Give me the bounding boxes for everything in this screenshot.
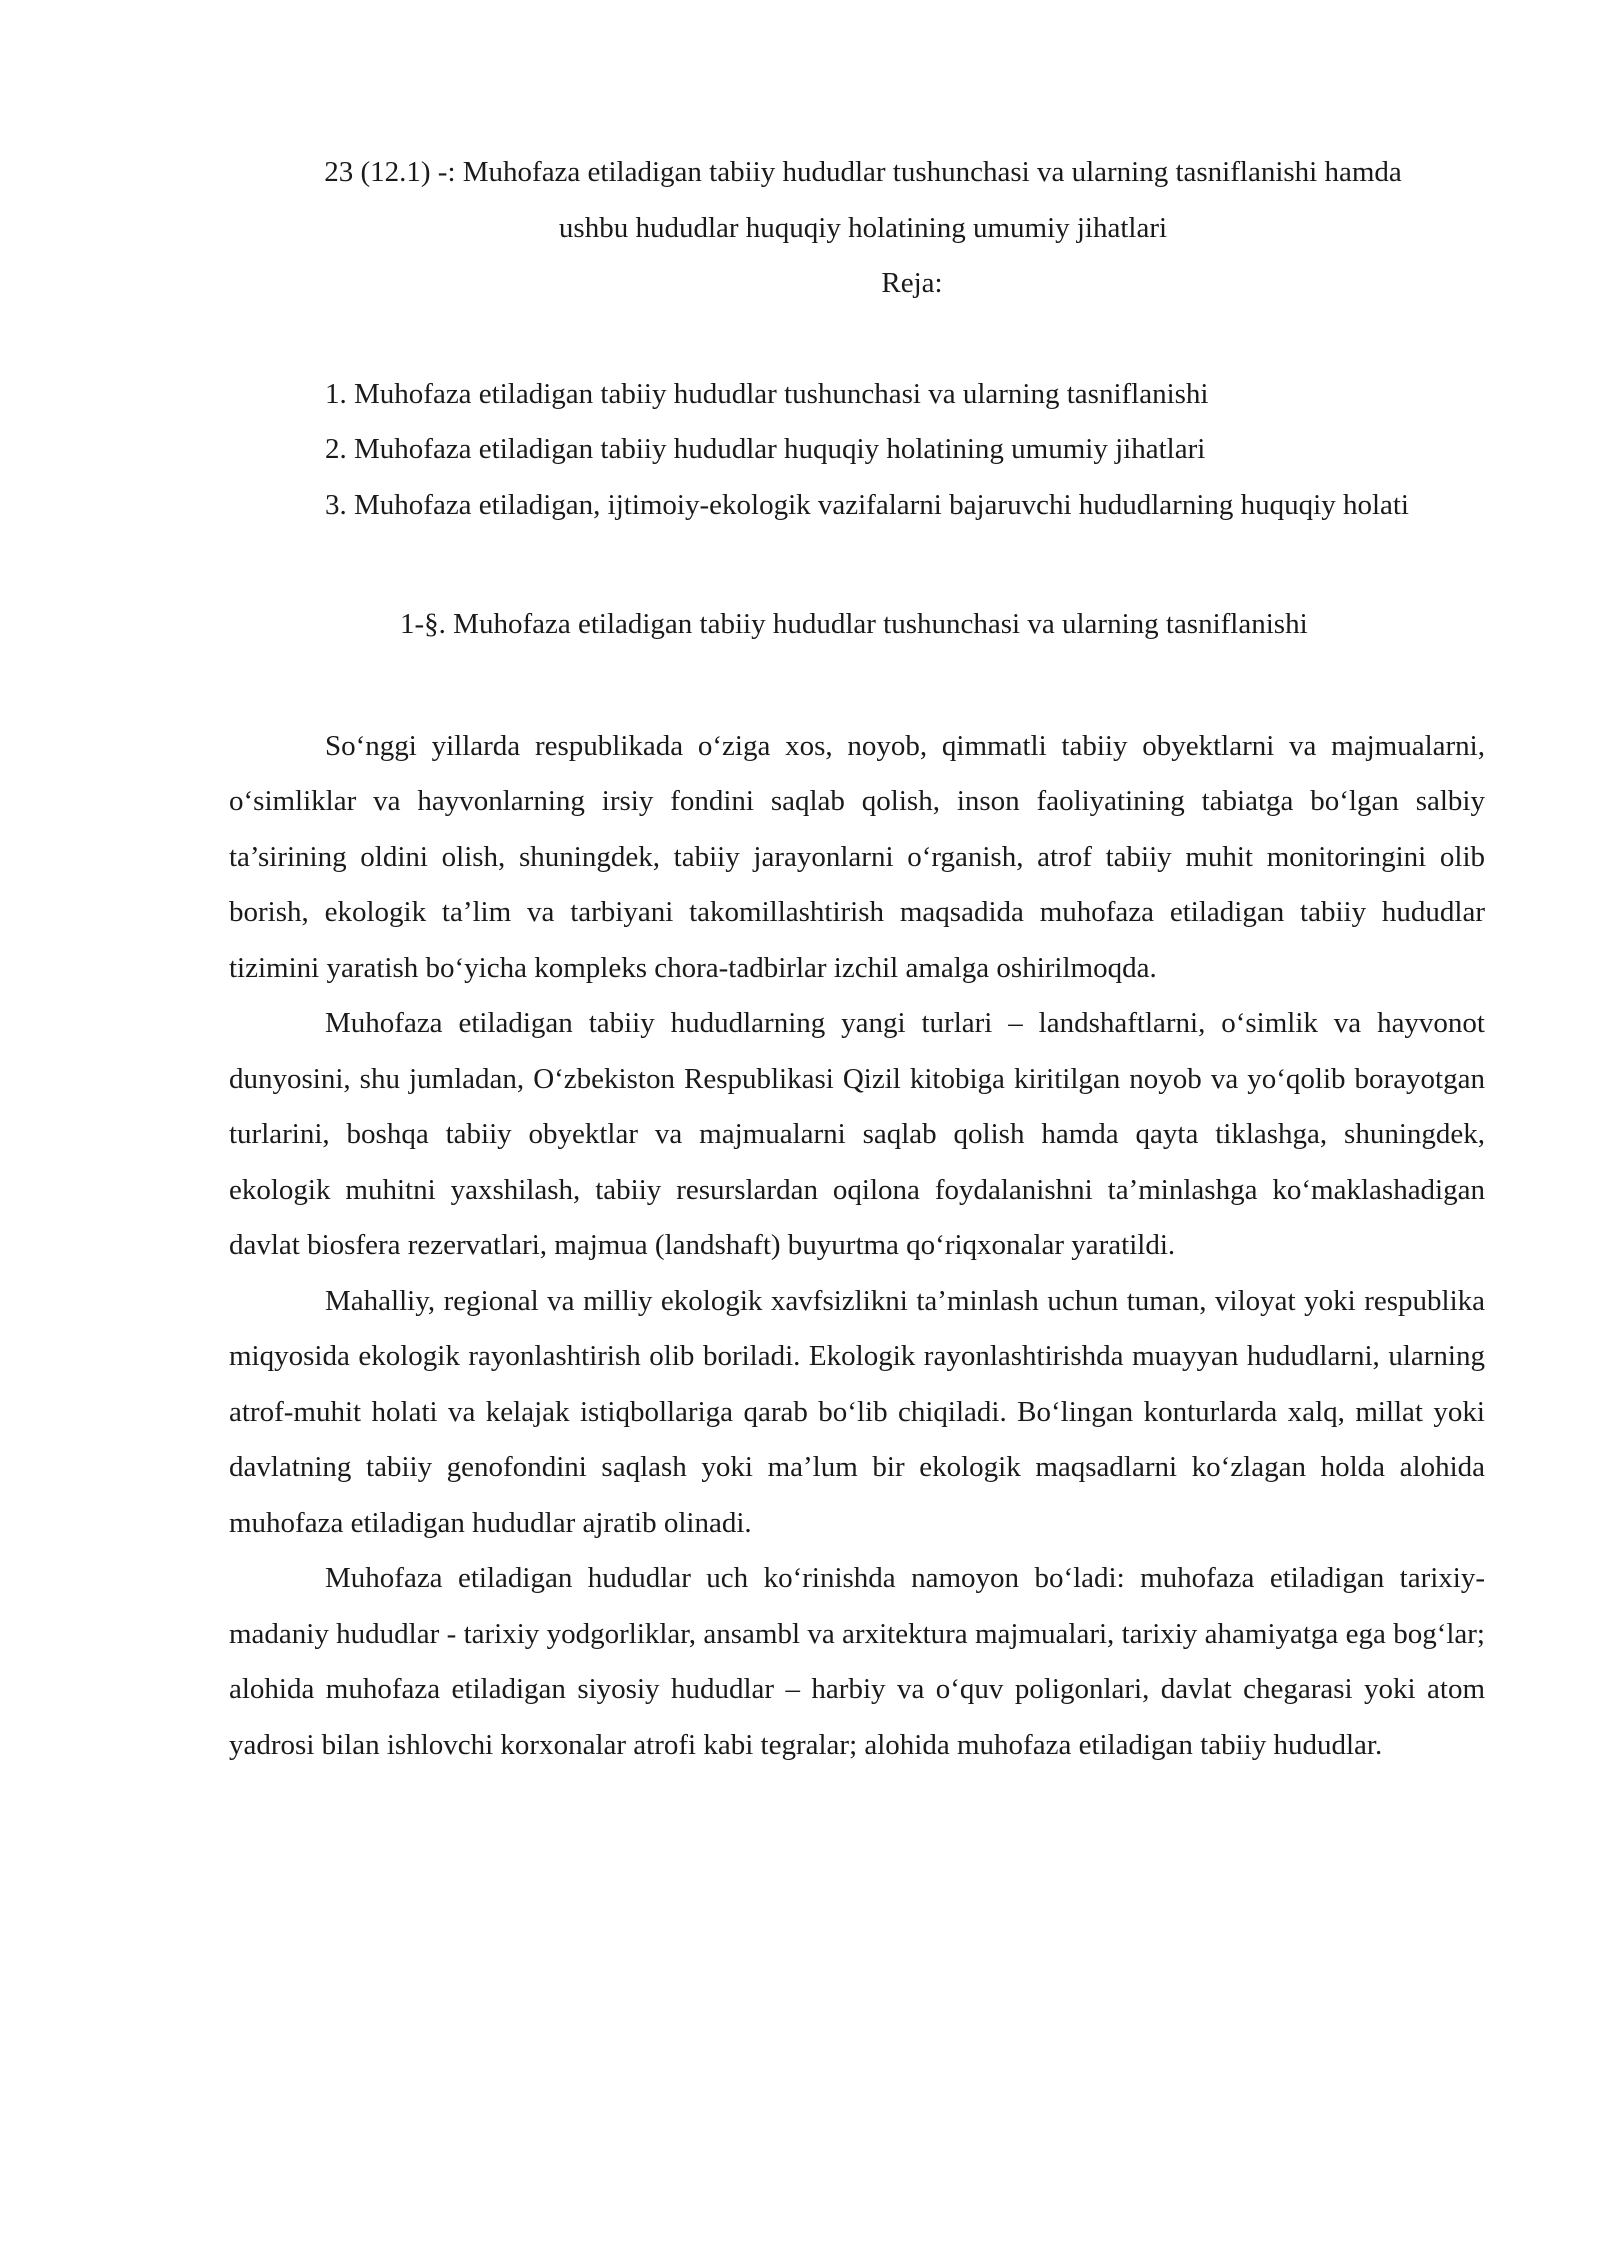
plan-item: 3. Muhofaza etiladigan, ijtimoiy-ekologik vazifalarni bajaruvchi hududlarning huquqiy holati: [325, 488, 1409, 521]
document-content: [229, 145, 1485, 1773]
body-paragraph: Mahalliy, regional va milliy ekologik xavfsizlikni ta’minlash uchun tuman, viloyat yoki respublika miqyosida ekologik rayonlashtirish olib boriladi. Ekologik rayonlashtirishda muayyan hududlarni, ularning atrof-muhit holati va kelajak istiqbollariga qarab bo‘lib chiqiladi. Bo‘lingan konturlarda xalq, millat yoki davlatning tabiiy genofondini saqlash yoki ma’lum bir ekologik maqsadlarni ko‘zlagan holda alohida muhofaza etiladigan hududlar ajratib olinadi.: [229, 1284, 1485, 1539]
plan-list: [229, 367, 1485, 534]
section-heading: 1-§. Muhofaza etiladigan tabiiy hududlar tushunchasi va ularning tasniflanishi: [400, 608, 1308, 640]
body-paragraph: Muhofaza etiladigan tabiiy hududlarning yangi turlari – landshaftlarni, o‘simlik va hayvonot dunyosini, shu jumladan, O‘zbekiston Respublikasi Qizil kitobiga kiritilgan noyob va yo‘qolib borayotgan turlarini, boshqa tabiiy obyektlar va majmualarni saqlab qolish hamda qayta tiklashga, shuningdek, ekologik muhitni yaxshilash, tabiiy resurslardan oqilona foydalanishni ta’minlashga ko‘maklashadigan davlat biosfera rezervatlari, majmua (landshaft) buyurtma qo‘riqxonalar yaratildi.: [229, 1007, 1485, 1261]
document-title-line-2: ushbu hududlar huquqiy holatining umumiy jihatlari: [558, 211, 1168, 244]
document-title-line-1: 23 (12.1) -: Muhofaza etiladigan tabiiy hududlar tushunchasi va ularning tasniflanishi hamda: [324, 156, 1402, 188]
body-paragraph: Muhofaza etiladigan hududlar uch ko‘rinishda namoyon bo‘ladi: muhofaza etiladigan tarixiy-madaniy hududlar - tarixiy yodgorliklar, ansambl va arxitektura majmualari, tarixiy ahamiyatga ega bog‘lar; alohida muhofaza etiladigan siyosiy hududlar – harbiy va o‘quv poligonlari, davlat chegarasi yoki atom yadrosi bilan ishlovchi korxonalar atrofi kabi tegralar; alohida muhofaza etiladigan tabiiy hududlar.: [229, 1562, 1485, 1761]
document-title: [229, 145, 1485, 256]
plan-label: Reja:: [881, 267, 943, 299]
body-text: [229, 719, 1485, 1774]
body-paragraph: So‘nggi yillarda respublikada o‘ziga xos, noyob, qimmatli tabiiy obyektlarni va majmualarni, o‘simliklar va hayvonlarning irsiy fondini saqlab qolish, inson faoliyatining tabiatga bo‘lgan salbiy ta’sirining oldini olish, shuningdek, tabiiy jarayonlarni o‘rganish, atrof tabiiy muhit monitoringini olib borish, ekologik ta’lim va tarbiyani takomillashtirish maqsadida muhofaza etiladigan tabiiy hududlar tizimini yaratish bo‘yicha kompleks chora-tadbirlar izchil amalga oshirilmoqda.: [229, 729, 1485, 984]
plan-item: 1. Muhofaza etiladigan tabiiy hududlar tushunchasi va ularning tasniflanishi: [325, 377, 1209, 410]
plan-item: 2. Muhofaza etiladigan tabiiy hududlar huquqiy holatining umumiy jihatlari: [325, 433, 1206, 465]
